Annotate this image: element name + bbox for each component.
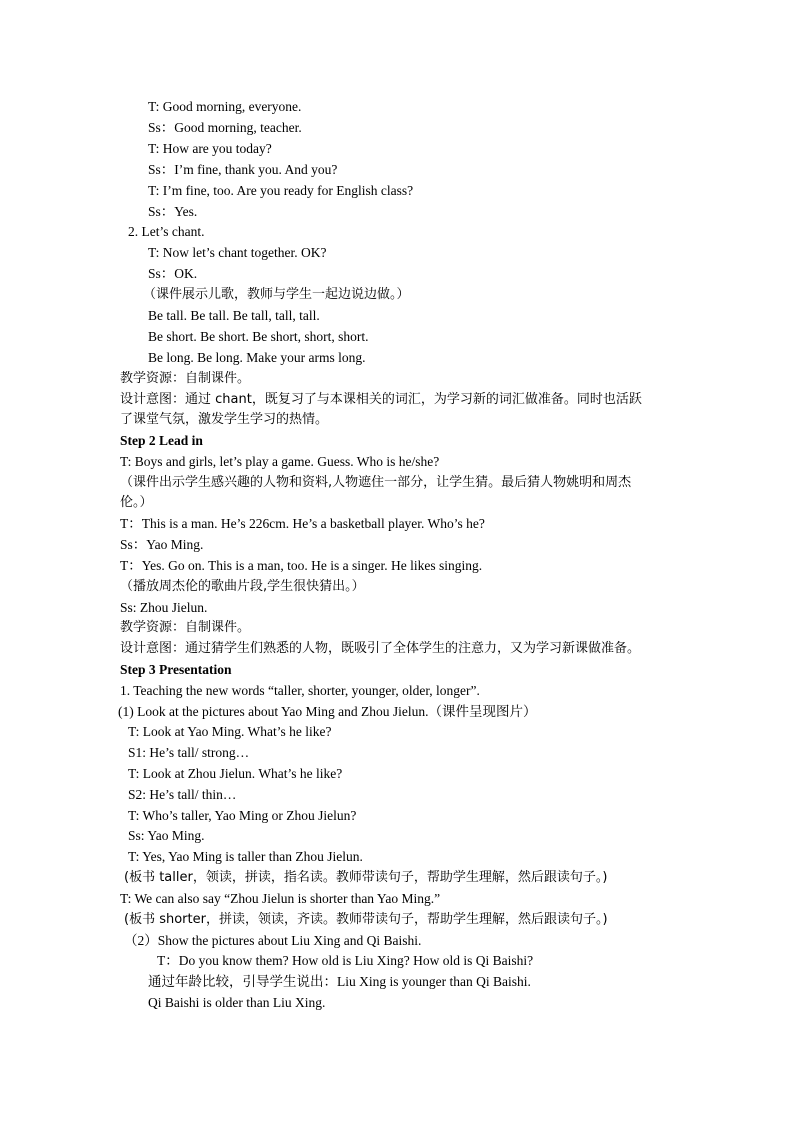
text-line: T：This is a man. He’s 226cm. He’s a basketball player. Who’s he? — [120, 516, 485, 531]
text-line: T: Look at Yao Ming. What’s he like? — [128, 724, 332, 739]
text-line: Ss: Zhou Jielun. — [120, 600, 208, 615]
section-heading: Step 3 Presentation — [120, 662, 232, 677]
text-line: 设计意图：通过 chant，既复习了与本课相关的词汇，为学习新的词汇做准备。同时也活跃 — [120, 392, 642, 407]
text-line: 设计意图：通过猜学生们熟悉的人物，既吸引了全体学生的注意力，又为学习新课做准备。 — [120, 641, 641, 656]
text-line: Be tall. Be tall. Be tall, tall, tall. — [148, 308, 320, 323]
text-line: Be long. Be long. Make your arms long. — [148, 350, 366, 365]
text-line: （2）Show the pictures about Liu Xing and Qi Baishi. — [124, 933, 422, 948]
text-line: Ss：I’m fine, thank you. And you? — [148, 162, 338, 177]
text-line: 伦。） — [120, 495, 153, 510]
text-line: T: I’m fine, too. Are you ready for English class? — [148, 183, 414, 198]
text-line: Ss: Yao Ming. — [128, 828, 205, 843]
text-line: 教学资源：自制课件。 — [120, 620, 251, 635]
text-line: (1) Look at the pictures about Yao Ming and Zhou Jielun.（课件呈现图片） — [118, 704, 537, 719]
text-line: T: Good morning, everyone. — [148, 99, 302, 114]
text-line: T: How are you today? — [148, 141, 272, 156]
text-line: T：Do you know them? How old is Liu Xing? How old is Qi Baishi? — [157, 953, 534, 968]
text-line: S2: He’s tall/ thin… — [128, 787, 237, 802]
text-line: （课件展示儿歌，教师与学生一起边说边做。） — [143, 287, 410, 302]
text-line: Ss：Yao Ming. — [120, 537, 204, 552]
text-line: 2. Let’s chant. — [128, 224, 205, 239]
text-line: T: Now let’s chant together. OK? — [148, 245, 327, 260]
text-line: （课件出示学生感兴趣的人物和资料,人物遮住一部分，让学生猜。最后猜人物姚明和周杰 — [120, 475, 632, 490]
section-heading: Step 2 Lead in — [120, 433, 203, 448]
text-line: S1: He’s tall/ strong… — [128, 745, 250, 760]
text-line: 1. Teaching the new words “taller, shorter, younger, older, longer”. — [120, 683, 480, 698]
text-line: (板书 taller，领读，拼读，指名读。教师带读句子，帮助学生理解，然后跟读句子。) — [124, 870, 608, 885]
text-line: T: We can also say “Zhou Jielun is shorter than Yao Ming.” — [120, 891, 441, 906]
text-line: (板书 shorter，拼读，领读，齐读。教师带读句子，帮助学生理解，然后跟读句子。) — [124, 912, 608, 927]
text-line: T: Who’s taller, Yao Ming or Zhou Jielun? — [128, 808, 357, 823]
text-line: T：Yes. Go on. This is a man, too. He is a singer. He likes singing. — [120, 558, 483, 573]
text-line: 了课堂气氛，激发学生学习的热情。 — [120, 412, 329, 427]
text-line: T: Boys and girls, let’s play a game. Guess. Who is he/she? — [120, 454, 440, 469]
text-line: T: Look at Zhou Jielun. What’s he like? — [128, 766, 343, 781]
text-line: Qi Baishi is older than Liu Xing. — [148, 995, 326, 1010]
text-line: 通过年龄比较，引导学生说出：Liu Xing is younger than Qi Baishi. — [148, 974, 531, 989]
text-line: Be short. Be short. Be short, short, short. — [148, 329, 369, 344]
text-line: Ss：OK. — [148, 266, 198, 281]
text-line: T: Yes, Yao Ming is taller than Zhou Jielun. — [128, 849, 363, 864]
text-line: 教学资源：自制课件。 — [120, 371, 251, 386]
text-line: （播放周杰伦的歌曲片段,学生很快猜出。） — [120, 579, 365, 594]
text-line: Ss：Yes. — [148, 204, 198, 219]
text-line: Ss：Good morning, teacher. — [148, 120, 302, 135]
